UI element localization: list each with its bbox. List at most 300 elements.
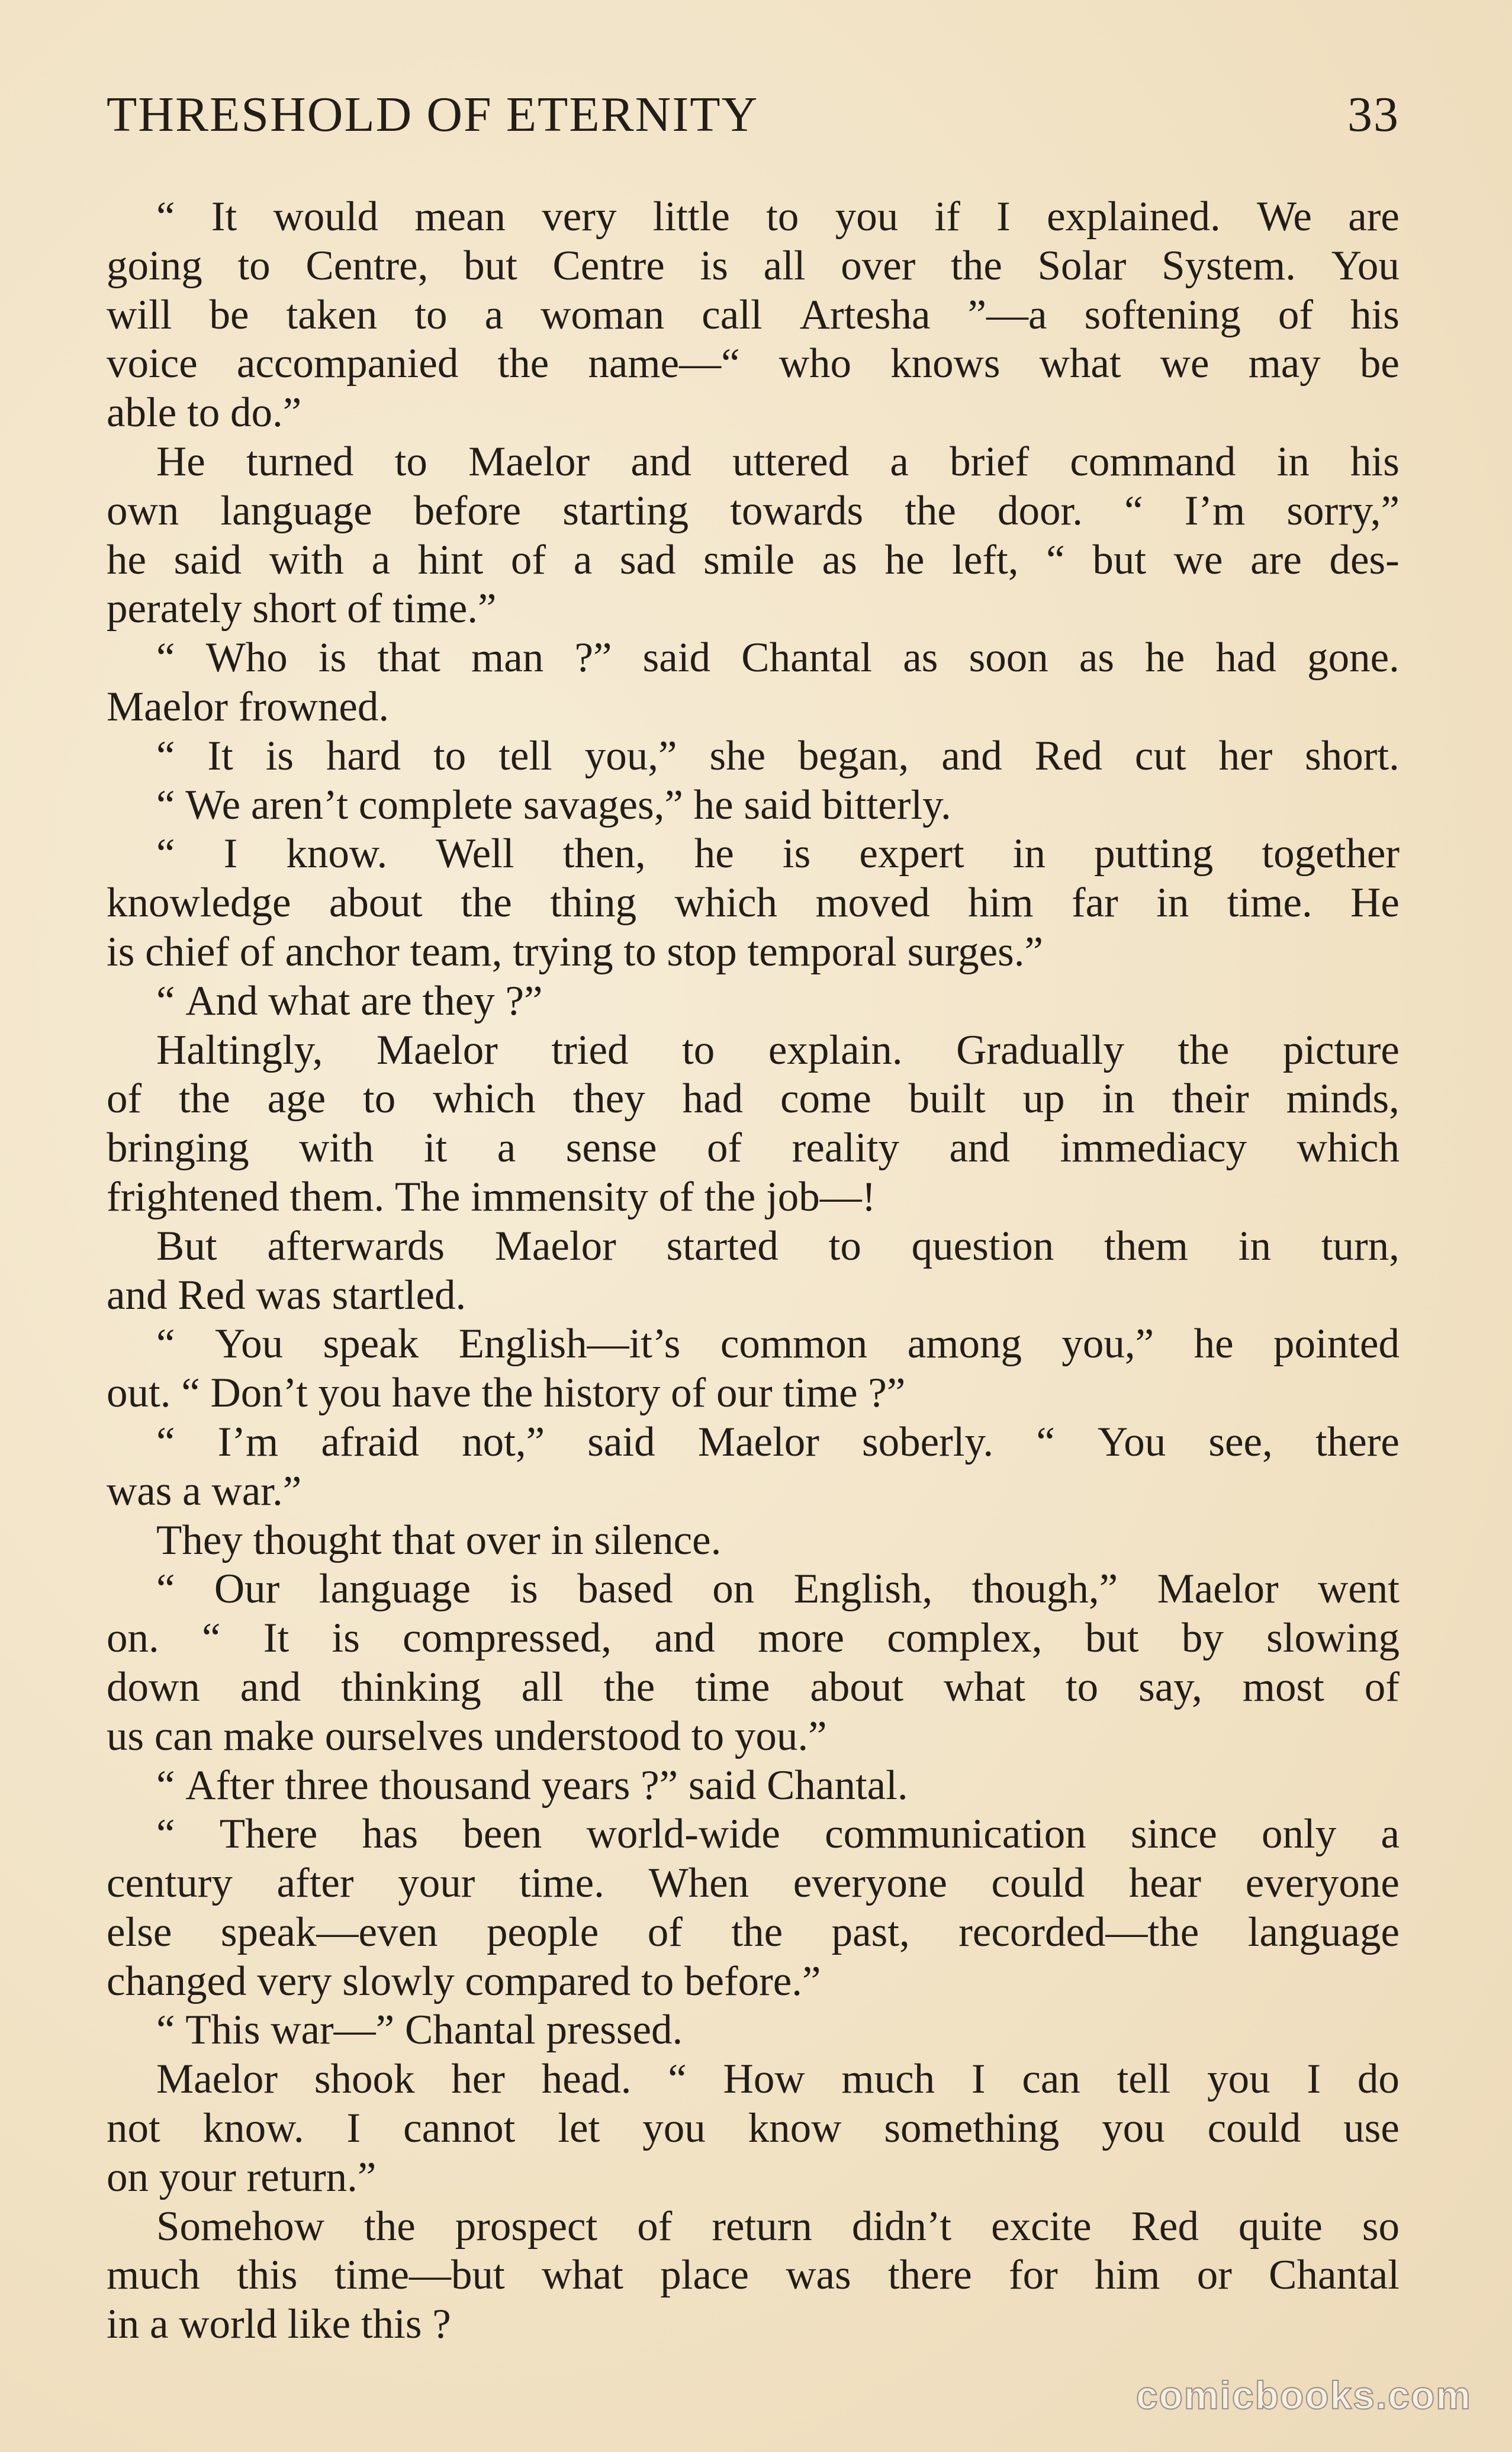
text-line <box>107 1026 1400 1075</box>
word: soberly. <box>862 1418 994 1465</box>
word: a <box>497 1125 516 1172</box>
word: you <box>642 2105 706 2152</box>
word: hint <box>417 536 484 583</box>
word: the <box>951 242 1002 289</box>
word: mean <box>414 194 506 240</box>
word: You <box>1331 242 1400 289</box>
text-line <box>107 1124 1400 1173</box>
word: for <box>1009 2252 1058 2299</box>
word: ?” <box>868 1370 906 1417</box>
text-line <box>107 732 1400 781</box>
word: the <box>481 1370 533 1417</box>
text-line <box>107 192 1400 242</box>
word: said <box>173 536 242 583</box>
word: How <box>723 2056 805 2103</box>
word: “ <box>1036 1418 1055 1465</box>
word: “ <box>202 1615 221 1662</box>
text-line <box>107 2153 1400 2202</box>
word: short. <box>1305 732 1400 779</box>
text-line <box>107 1271 1400 1320</box>
word: the <box>704 1173 756 1220</box>
word: is <box>782 831 811 877</box>
word: own <box>107 487 179 534</box>
word: we <box>1173 536 1223 583</box>
word: been <box>462 1811 542 1858</box>
word: after <box>276 1860 354 1907</box>
word: started <box>666 1222 778 1269</box>
word: see, <box>1208 1418 1273 1465</box>
word: know <box>748 2105 842 2152</box>
word: in <box>551 1517 584 1563</box>
running-title: THRESHOLD OF ETERNITY <box>107 87 759 142</box>
word: a <box>371 536 391 583</box>
word: he <box>694 831 734 877</box>
word: ?” <box>505 977 543 1024</box>
word: use <box>1343 2105 1400 2152</box>
word: which <box>674 880 778 926</box>
word: to <box>363 1076 396 1122</box>
word: Don’t <box>210 1370 308 1417</box>
word: call <box>702 291 763 338</box>
word: will <box>107 291 172 338</box>
word: is <box>510 1566 538 1613</box>
word: do <box>1357 2056 1400 2103</box>
word: quite <box>1238 2203 1323 2250</box>
word: putting <box>1094 831 1214 877</box>
word: I <box>346 2105 361 2152</box>
word: reality <box>792 1125 900 1172</box>
word: You <box>214 1321 284 1367</box>
word: the <box>905 487 956 534</box>
word: little <box>652 194 730 240</box>
word: what <box>944 1663 1026 1710</box>
word: but <box>1092 536 1147 583</box>
word: very <box>542 194 617 240</box>
word: over <box>465 1517 541 1563</box>
word: slowing <box>1266 1615 1400 1662</box>
word: going <box>107 242 202 289</box>
word: But <box>156 1222 217 1269</box>
word: gone. <box>1307 635 1400 681</box>
text-line <box>107 1908 1400 1957</box>
word: Maelor <box>697 1418 819 1465</box>
word: had <box>682 1076 744 1122</box>
word: ”—a <box>967 291 1047 338</box>
text-line <box>107 633 1400 683</box>
word: your <box>398 1860 475 1907</box>
text-line <box>107 928 1400 977</box>
word: language <box>220 487 372 534</box>
word: ?” <box>574 635 612 681</box>
word: said <box>688 1762 757 1809</box>
text-line <box>107 242 1400 291</box>
word: the <box>603 1663 655 1710</box>
word: Solar <box>1037 242 1127 289</box>
word: compared <box>465 1958 631 2004</box>
word: trying <box>513 928 613 975</box>
word: is <box>318 635 347 681</box>
word: is <box>265 732 294 779</box>
word: sad <box>619 536 676 583</box>
text-line <box>107 1516 1400 1565</box>
word: “ <box>156 1566 175 1613</box>
word: and <box>107 1272 168 1318</box>
word: your <box>159 2154 236 2200</box>
word: age <box>267 1076 326 1122</box>
word: you <box>1207 2056 1270 2103</box>
word: uttered <box>732 438 850 485</box>
word: of <box>707 1125 742 1172</box>
word: was <box>256 1272 321 1318</box>
word: a <box>573 536 593 583</box>
word: Chantal <box>404 2007 536 2054</box>
word: the <box>179 1076 230 1122</box>
word: to <box>766 194 799 240</box>
word: can <box>1022 2056 1080 2103</box>
word: all <box>763 242 806 289</box>
word: immensity <box>471 1173 648 1220</box>
word: of <box>347 585 382 632</box>
word: “ <box>156 1418 175 1465</box>
text-line <box>107 388 1400 437</box>
word: world <box>179 2301 277 2348</box>
word: him <box>968 880 1034 926</box>
word: return <box>712 2203 812 2250</box>
word: language <box>319 1566 471 1613</box>
word: thought <box>253 1517 382 1563</box>
word: “ <box>1124 487 1143 534</box>
word: very <box>257 1958 332 2004</box>
text-line <box>107 339 1400 388</box>
word: war.” <box>211 1468 302 1514</box>
word: the <box>731 1909 783 1955</box>
word: then, <box>562 831 646 877</box>
word: much <box>841 2056 935 2103</box>
word: surges.” <box>907 928 1044 975</box>
word: After <box>185 1762 275 1809</box>
word: recorded—the <box>958 1909 1199 1955</box>
text-line <box>107 2251 1400 2300</box>
word: began, <box>798 732 909 779</box>
word: was <box>107 1468 172 1514</box>
word: minds, <box>1286 1076 1400 1122</box>
word: Maelor <box>156 2056 278 2103</box>
word: towards <box>730 487 864 534</box>
word: of <box>1364 1663 1400 1710</box>
word: woman <box>541 291 665 338</box>
word: Maelor <box>1157 1566 1279 1613</box>
word: turned <box>246 438 354 485</box>
word: He <box>1350 880 1400 926</box>
word: you.” <box>734 1713 827 1759</box>
word: able <box>107 390 177 436</box>
word: smile <box>703 536 794 583</box>
word: like <box>287 2301 351 2348</box>
word: bringing <box>107 1125 249 1172</box>
word: it <box>423 1125 448 1172</box>
word: of <box>1278 291 1314 338</box>
word: return.” <box>246 2154 377 2200</box>
word: He <box>156 438 205 485</box>
word: man <box>471 635 544 681</box>
body-text <box>107 192 1400 2349</box>
word: a <box>182 1468 201 1514</box>
text-line <box>107 1614 1400 1663</box>
word: communication <box>825 1811 1086 1858</box>
word: said <box>642 635 711 681</box>
word: And <box>185 977 258 1024</box>
word: pressed. <box>546 2007 683 2054</box>
word: We <box>1257 194 1312 240</box>
word: before.” <box>684 1958 821 2004</box>
word: voice <box>107 340 198 387</box>
word: he <box>107 536 147 583</box>
text-line <box>107 1173 1400 1222</box>
word: his <box>1350 291 1400 338</box>
word: world-wide <box>586 1811 780 1858</box>
word: to <box>1065 1663 1099 1710</box>
word: which <box>1297 1125 1400 1172</box>
word: tell <box>1117 2056 1171 2103</box>
word: a <box>1381 1811 1400 1858</box>
page-number: 33 <box>1347 87 1400 142</box>
word: make <box>223 1713 314 1759</box>
text-line <box>107 2300 1400 2349</box>
word: “ <box>156 781 175 828</box>
word: may <box>1248 340 1321 387</box>
word: “ <box>156 1811 175 1858</box>
word: explain. <box>768 1027 903 1073</box>
word: “ <box>156 635 175 681</box>
word: and <box>240 1663 301 1710</box>
word: with <box>269 536 344 583</box>
word: Our <box>214 1566 280 1613</box>
word: Maelor <box>107 683 229 730</box>
word: could <box>991 1860 1085 1907</box>
word: afraid <box>321 1418 419 1465</box>
word: on <box>712 1566 755 1613</box>
text-line <box>107 2055 1400 2104</box>
word: had <box>1215 635 1276 681</box>
word: years <box>541 1762 630 1809</box>
word: Artesha <box>799 291 931 338</box>
word: their <box>1172 1076 1249 1122</box>
word: so <box>1362 2203 1400 2250</box>
word: picture <box>1282 1027 1400 1073</box>
word: question <box>911 1222 1054 1269</box>
word: time <box>783 1370 858 1417</box>
word: much <box>107 2252 200 2299</box>
word: about <box>810 1663 904 1710</box>
word: pointed <box>1273 1321 1400 1367</box>
word: slowly <box>342 1958 455 2004</box>
word: his <box>1350 438 1400 485</box>
word: Well <box>436 831 514 877</box>
word: cut <box>1134 732 1186 779</box>
text-line <box>107 879 1400 928</box>
word: of <box>239 928 275 975</box>
text-line <box>107 1957 1400 2006</box>
word: hard <box>326 732 401 779</box>
word: not,” <box>462 1418 545 1465</box>
word: aren’t <box>250 781 349 828</box>
word: Maelor <box>494 1222 616 1269</box>
word: understood <box>494 1713 681 1759</box>
word: that <box>392 1517 455 1563</box>
word: temporal <box>747 928 897 975</box>
word: Maelor <box>468 438 590 485</box>
word: door. <box>998 487 1083 534</box>
word: else <box>107 1909 172 1955</box>
word: compressed, <box>403 1615 612 1662</box>
word: her <box>1218 732 1273 779</box>
word: “ <box>668 2056 687 2103</box>
word: the <box>461 880 512 926</box>
word: and <box>941 732 1002 779</box>
word: stop <box>667 928 737 975</box>
word: savages,” <box>523 781 683 828</box>
word: though,” <box>971 1566 1118 1613</box>
word: down <box>107 1663 200 1710</box>
word: be <box>209 291 249 338</box>
word: they <box>572 1076 645 1122</box>
word: It <box>263 1615 289 1662</box>
text-line <box>107 1418 1400 1467</box>
word: and <box>949 1125 1011 1172</box>
word: he <box>1145 635 1185 681</box>
word: not <box>107 2105 160 2152</box>
word: they <box>422 977 495 1024</box>
word: accompanied <box>236 340 459 387</box>
text-line <box>107 1663 1400 1712</box>
word: have <box>391 1370 471 1417</box>
word: you <box>318 1370 382 1417</box>
text-line <box>107 437 1400 487</box>
word: come <box>780 1076 871 1122</box>
word: the <box>1178 1027 1230 1073</box>
word: to <box>828 1222 861 1269</box>
word: “ <box>156 1321 175 1367</box>
word: century <box>107 1860 233 1907</box>
word: “ <box>156 194 175 240</box>
word: time—but <box>334 2252 505 2299</box>
word: war—” <box>271 2007 395 2054</box>
word: in <box>1276 438 1310 485</box>
word: say, <box>1138 1663 1202 1710</box>
word: are <box>361 977 412 1024</box>
word: The <box>394 1173 461 1220</box>
word: sorry,” <box>1286 487 1400 534</box>
word: know. <box>286 831 388 877</box>
word: to <box>237 242 271 289</box>
watermark-logo: comicbooks.com <box>1135 2373 1472 2417</box>
word: them <box>1104 1222 1188 1269</box>
text-line <box>107 829 1400 879</box>
word: cannot <box>403 2105 516 2152</box>
word: to <box>623 928 657 975</box>
word: in <box>107 2301 140 2348</box>
word: and <box>654 1615 715 1662</box>
word: went <box>1317 1566 1400 1613</box>
word: she <box>709 732 766 779</box>
word: taken <box>286 291 378 338</box>
word: Centre, <box>305 242 429 289</box>
word: is <box>332 1615 360 1662</box>
word: thing <box>550 880 637 926</box>
word: “ <box>156 732 175 779</box>
word: “ <box>156 2007 175 2054</box>
word: them. <box>289 1173 385 1220</box>
word: and <box>630 438 691 485</box>
word: turn, <box>1321 1222 1400 1269</box>
word: softening <box>1084 291 1241 338</box>
word: there <box>1315 1418 1400 1465</box>
text-line <box>107 977 1400 1026</box>
word: as <box>903 635 938 681</box>
word: in <box>1156 880 1189 926</box>
word: immediacy <box>1060 1125 1247 1172</box>
word: in <box>1012 831 1046 877</box>
word: job—! <box>766 1173 876 1220</box>
word: there <box>887 2252 972 2299</box>
word: Red <box>1034 732 1103 779</box>
word: moved <box>815 880 930 926</box>
word: as <box>1079 635 1115 681</box>
word: which <box>433 1076 536 1122</box>
word: ourselves <box>324 1713 484 1759</box>
word: are <box>1250 536 1302 583</box>
word: complete <box>358 781 513 828</box>
word: since <box>1130 1811 1217 1858</box>
word: ? <box>432 2301 451 2348</box>
word: When <box>648 1860 749 1907</box>
word: knowledge <box>107 880 291 926</box>
word: I’m <box>1184 487 1246 534</box>
text-line <box>107 2104 1400 2153</box>
word: built <box>908 1076 986 1122</box>
word: Red <box>178 1272 246 1318</box>
text-line <box>107 2202 1400 2251</box>
word: starting <box>562 487 689 534</box>
word: if <box>934 194 960 240</box>
word: a <box>890 438 909 485</box>
word: Chantal <box>1269 2252 1400 2299</box>
word: a <box>484 291 504 338</box>
word: he <box>693 781 734 828</box>
word: but <box>464 242 517 289</box>
word: It <box>211 194 237 240</box>
word: soon <box>969 635 1048 681</box>
word: time.” <box>393 585 497 632</box>
word: what <box>1039 340 1121 387</box>
word: with <box>299 1125 374 1172</box>
word: something <box>884 2105 1060 2152</box>
word: more <box>758 1615 845 1662</box>
word: This <box>185 2007 260 2054</box>
word: thinking <box>341 1663 481 1710</box>
word: know. <box>202 2105 304 2152</box>
word: before <box>413 487 522 534</box>
word: bitterly. <box>822 781 951 828</box>
word: her <box>451 2056 505 2103</box>
word: frowned. <box>238 683 390 730</box>
word: knows <box>890 340 1001 387</box>
word: startled. <box>332 1272 467 1318</box>
word: Centre <box>552 242 665 289</box>
text-line <box>107 1074 1400 1124</box>
text-line <box>107 1859 1400 1908</box>
book-page <box>107 0 1400 2452</box>
